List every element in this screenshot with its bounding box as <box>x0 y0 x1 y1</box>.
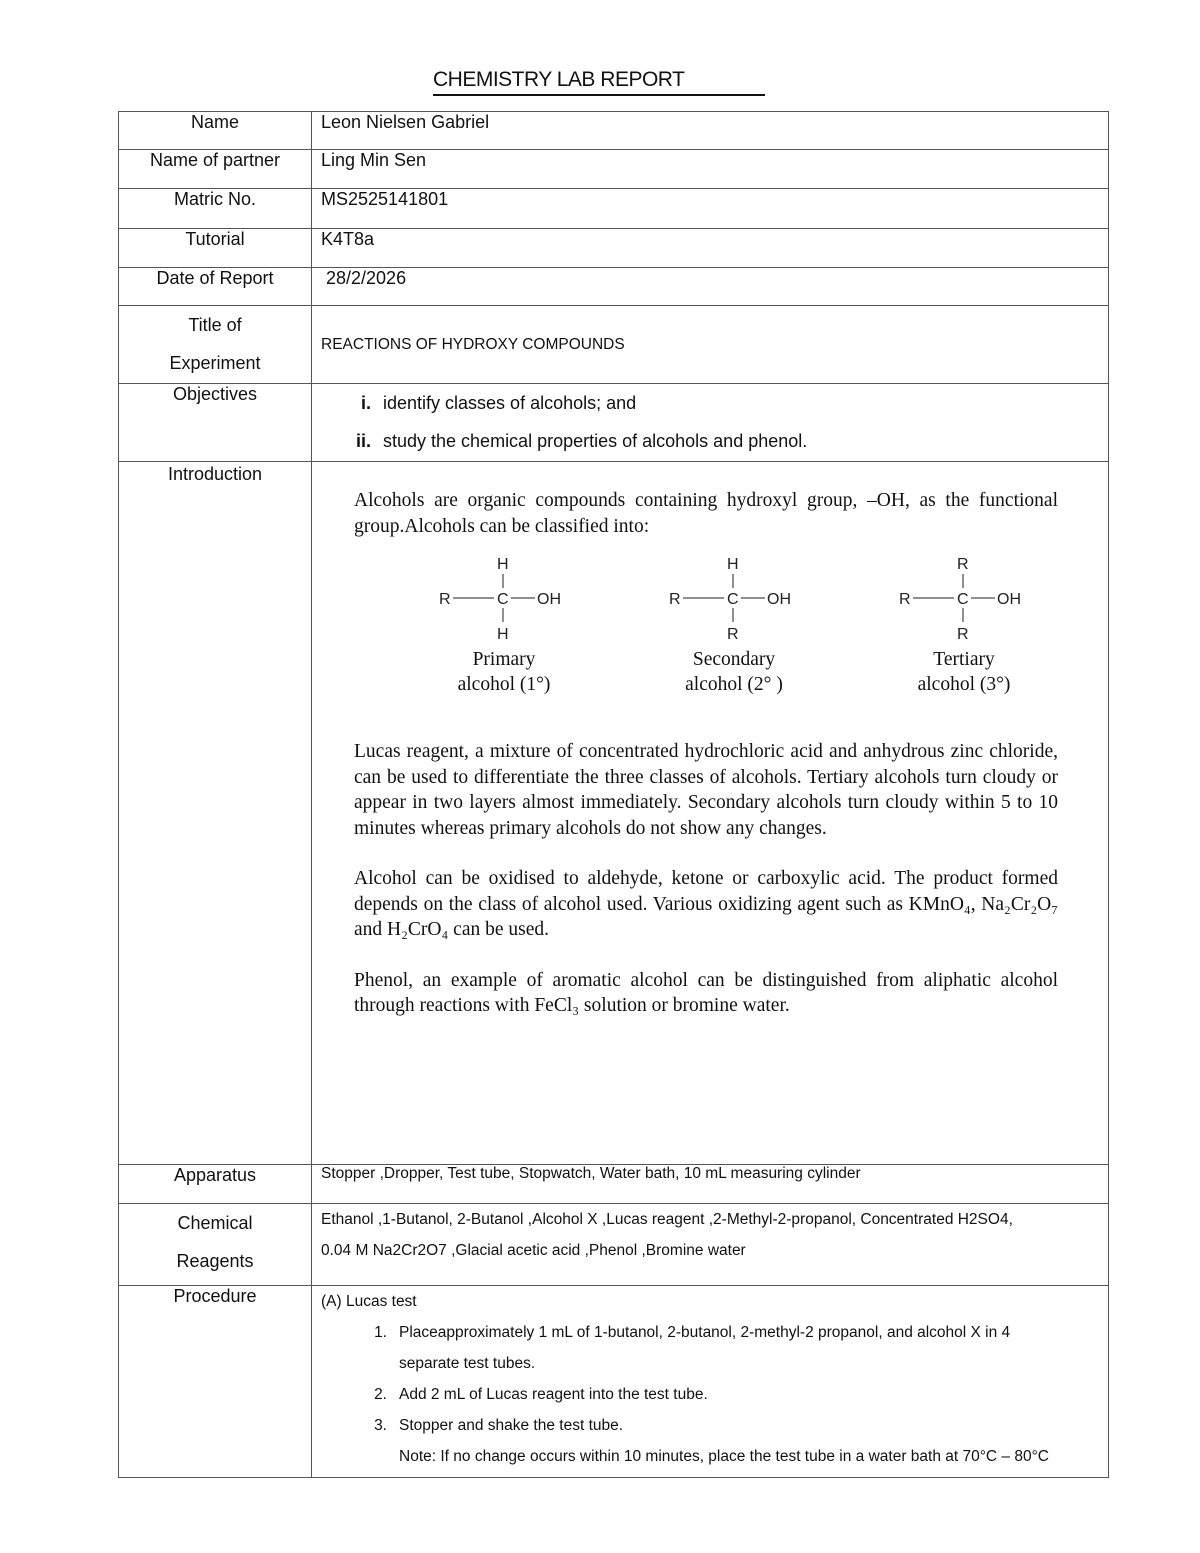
value-procedure <box>312 1286 1109 1478</box>
report-title: CHEMISTRY LAB REPORT <box>433 68 685 91</box>
label-reagents-1: Chemical <box>177 1213 253 1233</box>
atom-right: OH <box>537 591 561 608</box>
atom-center: C <box>957 591 969 608</box>
row-partner <box>119 150 1109 189</box>
row-tutorial <box>119 229 1109 268</box>
label-matric: Matric No. <box>119 189 312 229</box>
row-name <box>119 112 1109 150</box>
structure-class: alcohol (3°) <box>917 674 1011 695</box>
label-reagents <box>119 1204 312 1286</box>
row-introduction <box>119 462 1109 1165</box>
step-number: 2. <box>374 1386 387 1403</box>
introduction-text <box>354 488 1058 1019</box>
step-number: 3. <box>374 1417 387 1434</box>
value-tutorial: K4T8a <box>312 229 1109 268</box>
value-partner: Ling Min Sen <box>312 150 1109 189</box>
structure-class: alcohol (2° ) <box>685 674 783 695</box>
value-reagents <box>312 1204 1109 1286</box>
structure-name: Primary <box>472 649 536 670</box>
row-reagents <box>119 1204 1109 1286</box>
label-partner: Name of partner <box>119 150 312 189</box>
title-underline <box>433 94 765 96</box>
row-experiment <box>119 306 1109 384</box>
label-procedure: Procedure <box>119 1286 312 1478</box>
structure-name: Secondary <box>692 649 776 670</box>
value-objectives <box>312 384 1109 462</box>
objective-text: identify classes of alcohols; and <box>383 393 637 413</box>
value-experiment: REACTIONS OF HYDROXY COMPOUNDS <box>312 306 1109 384</box>
step-number: 1. <box>374 1324 387 1341</box>
atom-top: H <box>727 556 739 573</box>
structural-formula <box>439 553 569 643</box>
value-matric: MS2525141801 <box>312 189 1109 229</box>
objective-text: study the chemical properties of alcohols and phenol. <box>383 431 808 451</box>
objective-number: i. <box>360 393 371 413</box>
row-procedure <box>119 1286 1109 1478</box>
alcohol-structures <box>409 553 1059 697</box>
step-text: Stopper and shake the test tube. <box>399 1417 624 1434</box>
step-text: Add 2 mL of Lucas reagent into the test tube. <box>399 1386 708 1403</box>
structure-tertiary <box>869 553 1059 697</box>
atom-center: C <box>727 591 739 608</box>
step-text: Placeapproximately 1 mL of 1-butanol, 2-butanol, 2-methyl-2 propanol, and alcohol X in 4 <box>399 1324 1011 1341</box>
value-date: 28/2/2026 <box>312 268 1109 306</box>
structure-name: Tertiary <box>933 649 995 670</box>
step-text-cont: separate test tubes. <box>399 1355 536 1372</box>
objective-item <box>321 384 1108 422</box>
label-experiment-2: Experiment <box>169 353 261 373</box>
report-table <box>118 111 1109 1478</box>
atom-top: H <box>497 556 509 573</box>
atom-center: C <box>497 591 509 608</box>
intro-paragraph: Alcohol can be oxidised to aldehyde, ketone or carboxylic acid. The product formed depends on the class of alcohol used. Various oxidizing agent such as KMnO₄, Na₂Cr₂O₇ and H₂CrO₄ can be used. <box>354 868 1058 940</box>
reagents-line: 0.04 M Na2Cr2O7 ,Glacial acetic acid ,Phenol ,Bromine water <box>321 1242 746 1259</box>
value-name: Leon Nielsen Gabriel <box>312 112 1109 150</box>
objective-number: ii. <box>355 431 371 451</box>
row-objectives <box>119 384 1109 462</box>
label-experiment-1: Title of <box>188 315 242 335</box>
atom-right: OH <box>767 591 791 608</box>
intro-paragraph: Lucas reagent, a mixture of concentrated hydrochloric acid and anhydrous zinc chloride, can be used to differentiate the three classes of alcohols. Tertiary alcohols turn cloudy or appear in two layers almost immediately. Secondary alcohols turn cloudy within 5 to 10 minutes whereas primary alcohols do not show any changes. <box>354 741 1058 839</box>
objective-item <box>321 422 1108 460</box>
label-apparatus: Apparatus <box>119 1165 312 1204</box>
label-introduction: Introduction <box>119 462 312 1165</box>
atom-left: R <box>899 591 911 608</box>
structure-primary <box>409 553 599 697</box>
structure-class: alcohol (1°) <box>457 674 551 695</box>
row-date <box>119 268 1109 306</box>
atom-left: R <box>439 591 451 608</box>
label-objectives: Objectives <box>119 384 312 462</box>
step-note: Note: If no change occurs within 10 minutes, place the test tube in a water bath at 70°C – 80°C <box>399 1448 1049 1465</box>
atom-top: R <box>957 556 969 573</box>
row-matric <box>119 189 1109 229</box>
structural-formula <box>669 553 799 643</box>
procedure-step <box>321 1379 1108 1410</box>
atom-bottom: H <box>497 626 509 643</box>
value-introduction <box>312 462 1109 1165</box>
atom-right: OH <box>997 591 1021 608</box>
row-apparatus <box>119 1165 1109 1204</box>
label-name: Name <box>119 112 312 150</box>
procedure-step <box>321 1410 1108 1472</box>
procedure-step <box>321 1317 1108 1379</box>
intro-paragraph: Alcohols are organic compounds containing hydroxyl group, –OH, as the functional group.Alcohols can be classified into: <box>354 490 1058 537</box>
label-reagents-2: Reagents <box>176 1251 254 1271</box>
atom-bottom: R <box>957 626 969 643</box>
atom-left: R <box>669 591 681 608</box>
procedure-heading: (A) Lucas test <box>321 1293 417 1310</box>
value-apparatus: Stopper ,Dropper, Test tube, Stopwatch, Water bath, 10 mL measuring cylinder <box>312 1165 1109 1204</box>
label-date: Date of Report <box>119 268 312 306</box>
label-tutorial: Tutorial <box>119 229 312 268</box>
structure-secondary <box>639 553 829 697</box>
atom-bottom: R <box>727 626 739 643</box>
reagents-line: Ethanol ,1-Butanol, 2-Butanol ,Alcohol X ,Lucas reagent ,2-Methyl-2-propanol, Concentrated H2SO4, <box>321 1211 1013 1228</box>
intro-paragraph: Phenol, an example of aromatic alcohol can be distinguished from aliphatic alcohol through reactions with FeCl₃ solution or bromine water. <box>354 969 1058 1016</box>
structural-formula <box>899 553 1029 643</box>
label-experiment <box>119 306 312 384</box>
